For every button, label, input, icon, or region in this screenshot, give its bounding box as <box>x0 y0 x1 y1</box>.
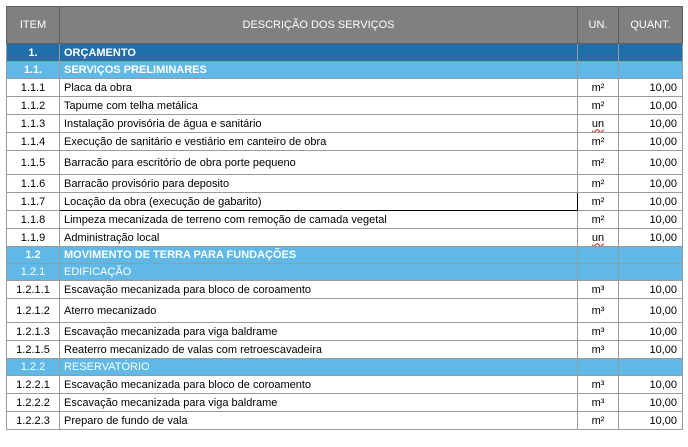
table-row <box>7 97 683 115</box>
desc-cell[interactable]: Instalação provisória de água e sanitário <box>60 115 578 133</box>
un-cell[interactable]: m² <box>578 133 619 151</box>
quant-cell[interactable]: 10,00 <box>619 175 683 193</box>
table-row <box>7 323 683 341</box>
header-un[interactable]: UN. <box>578 7 619 44</box>
quant-cell[interactable]: 10,00 <box>619 211 683 229</box>
item-cell[interactable]: 1.2.2 <box>7 359 60 376</box>
desc-cell[interactable]: ORÇAMENTO <box>60 44 578 62</box>
quant-cell[interactable]: 10,00 <box>619 115 683 133</box>
item-cell[interactable]: 1.1.5 <box>7 151 60 175</box>
quant-cell[interactable]: 10,00 <box>619 281 683 299</box>
header-item[interactable]: ITEM <box>7 7 60 44</box>
table-row <box>7 193 683 211</box>
un-cell[interactable]: m³ <box>578 341 619 359</box>
un-cell[interactable]: m³ <box>578 394 619 412</box>
un-cell[interactable]: m³ <box>578 323 619 341</box>
item-cell[interactable]: 1. <box>7 44 60 62</box>
item-cell[interactable]: 1.1.8 <box>7 211 60 229</box>
quant-cell[interactable]: 10,00 <box>619 79 683 97</box>
un-cell[interactable]: m³ <box>578 376 619 394</box>
desc-cell[interactable]: EDIFICAÇÃO <box>60 264 578 281</box>
un-cell[interactable]: m² <box>578 211 619 229</box>
desc-cell[interactable]: Limpeza mecanizada de terreno com remoção de camada vegetal <box>60 211 578 229</box>
header-row <box>7 7 683 44</box>
item-cell[interactable]: 1.2.1.3 <box>7 323 60 341</box>
desc-cell[interactable]: Aterro mecanizado <box>60 299 578 323</box>
un-value: un <box>591 231 605 244</box>
desc-cell[interactable]: Escavação mecanizada para bloco de coroamento <box>60 281 578 299</box>
item-cell[interactable]: 1.2.1.5 <box>7 341 60 359</box>
quant-cell[interactable]: 10,00 <box>619 193 683 211</box>
quant-cell[interactable] <box>619 264 683 281</box>
desc-cell[interactable]: Escavação mecanizada para bloco de coroamento <box>60 376 578 394</box>
table-row <box>7 341 683 359</box>
table-row <box>7 281 683 299</box>
quant-cell[interactable]: 10,00 <box>619 412 683 430</box>
item-cell[interactable]: 1.1.6 <box>7 175 60 193</box>
desc-cell-selected[interactable]: Locação da obra (execução de gabarito) <box>60 193 578 211</box>
quant-cell[interactable]: 10,00 <box>619 341 683 359</box>
quant-cell[interactable]: 10,00 <box>619 151 683 175</box>
item-cell[interactable]: 1.1.9 <box>7 229 60 247</box>
table-row <box>7 133 683 151</box>
item-cell[interactable]: 1.1.1 <box>7 79 60 97</box>
quant-cell[interactable]: 10,00 <box>619 97 683 115</box>
item-cell[interactable]: 1.2.1.1 <box>7 281 60 299</box>
un-cell[interactable] <box>578 359 619 376</box>
desc-cell[interactable]: Escavação mecanizada para viga baldrame <box>60 323 578 341</box>
item-cell[interactable]: 1.2.2.1 <box>7 376 60 394</box>
budget-spreadsheet <box>6 6 683 430</box>
subsection-row <box>7 264 683 281</box>
table-row <box>7 115 683 133</box>
header-descricao[interactable]: DESCRIÇÃO DOS SERVIÇOS <box>60 7 578 44</box>
quant-cell[interactable] <box>619 62 683 79</box>
quant-cell[interactable] <box>619 44 683 62</box>
quant-cell[interactable]: 10,00 <box>619 299 683 323</box>
item-cell[interactable]: 1.2 <box>7 247 60 264</box>
un-cell[interactable] <box>578 62 619 79</box>
desc-cell[interactable]: Preparo de fundo de vala <box>60 412 578 430</box>
quant-cell[interactable]: 10,00 <box>619 376 683 394</box>
un-cell[interactable] <box>578 229 619 247</box>
table-row <box>7 412 683 430</box>
un-cell[interactable]: m² <box>578 175 619 193</box>
desc-cell[interactable]: Reaterro mecanizado de valas com retroescavadeira <box>60 341 578 359</box>
subsection-row <box>7 62 683 79</box>
item-cell[interactable]: 1.1.2 <box>7 97 60 115</box>
item-cell[interactable]: 1.2.2.2 <box>7 394 60 412</box>
un-cell[interactable] <box>578 247 619 264</box>
item-cell[interactable]: 1.1.7 <box>7 193 60 211</box>
quant-cell[interactable]: 10,00 <box>619 323 683 341</box>
quant-cell[interactable]: 10,00 <box>619 394 683 412</box>
un-cell[interactable]: m² <box>578 151 619 175</box>
table-row <box>7 299 683 323</box>
subsection-row <box>7 247 683 264</box>
table-row <box>7 394 683 412</box>
desc-cell[interactable]: SERVIÇOS PRELIMINARES <box>60 62 578 79</box>
desc-cell[interactable]: Barracão provisório para deposito <box>60 175 578 193</box>
un-cell[interactable] <box>578 115 619 133</box>
table-row <box>7 151 683 175</box>
section-row <box>7 44 683 62</box>
item-cell[interactable]: 1.2.1 <box>7 264 60 281</box>
item-cell[interactable]: 1.1. <box>7 62 60 79</box>
table-row <box>7 211 683 229</box>
un-cell[interactable] <box>578 44 619 62</box>
un-cell[interactable]: m² <box>578 79 619 97</box>
desc-cell[interactable]: Administração local <box>60 229 578 247</box>
item-cell[interactable]: 1.2.1.2 <box>7 299 60 323</box>
item-cell[interactable]: 1.1.4 <box>7 133 60 151</box>
un-cell[interactable]: m² <box>578 193 619 211</box>
un-cell[interactable] <box>578 264 619 281</box>
un-cell[interactable]: m² <box>578 412 619 430</box>
quant-cell[interactable] <box>619 359 683 376</box>
table-row <box>7 175 683 193</box>
subsection-row <box>7 359 683 376</box>
desc-cell[interactable]: Tapume com telha metálica <box>60 97 578 115</box>
desc-cell[interactable]: Barracão para escritório de obra porte pequeno <box>60 151 578 175</box>
desc-cell[interactable]: Execução de sanitário e vestiário em canteiro de obra <box>60 133 578 151</box>
un-cell[interactable]: m³ <box>578 299 619 323</box>
quant-cell[interactable]: 10,00 <box>619 133 683 151</box>
un-cell[interactable]: m² <box>578 97 619 115</box>
item-cell[interactable]: 1.2.2.3 <box>7 412 60 430</box>
table-row <box>7 376 683 394</box>
table-row <box>7 79 683 97</box>
un-value: un <box>591 117 605 130</box>
table-row <box>7 229 683 247</box>
item-cell[interactable]: 1.1.3 <box>7 115 60 133</box>
quant-cell[interactable]: 10,00 <box>619 229 683 247</box>
desc-cell[interactable]: Escavação mecanizada para viga baldrame <box>60 394 578 412</box>
quant-cell[interactable] <box>619 247 683 264</box>
desc-cell[interactable]: RESERVATÓRIO <box>60 359 578 376</box>
header-quant[interactable]: QUANT. <box>619 7 683 44</box>
un-cell[interactable]: m³ <box>578 281 619 299</box>
desc-cell[interactable]: MOVIMENTO DE TERRA PARA FUNDAÇÕES <box>60 247 578 264</box>
desc-cell[interactable]: Placa da obra <box>60 79 578 97</box>
